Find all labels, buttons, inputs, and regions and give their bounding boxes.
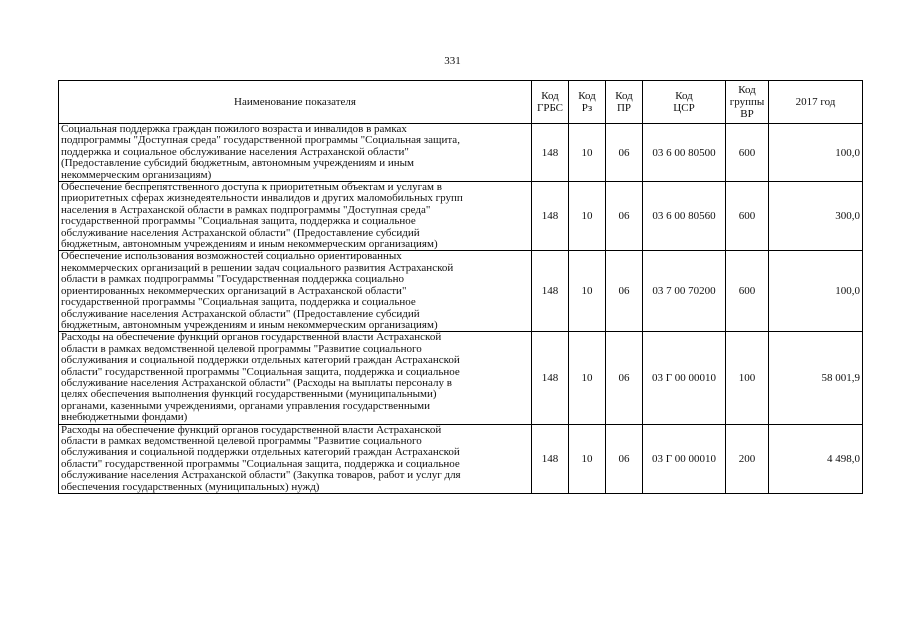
row-rz: 10 xyxy=(569,251,606,332)
header-csr xyxy=(643,81,726,124)
row-csr: 03 7 00 70200 xyxy=(643,251,726,332)
header-pr-line1: Код xyxy=(615,90,633,102)
row-grbs: 148 xyxy=(532,124,569,182)
header-rz-line2: Рз xyxy=(581,102,593,114)
row-name: Расходы на обеспечение функций органов государственной власти Астраханской области в рамках ведомственной целевой программы "Развитие социального обслуживания и социальной поддержки отдельных категорий граждан Астраханской области" государственной программы "Социальная защита, поддержка и социальное обслуживание населения Астраханской области" (Расходы на выплаты персоналу в целях обеспечения выполнения функций государственными (муниципальными) органами, казенными учреждениями, органами управления государственными внебюджетными фондами) xyxy=(59,332,532,424)
row-csr: 03 Г 00 00010 xyxy=(643,424,726,493)
row-csr: 03 6 00 80560 xyxy=(643,182,726,251)
row-pr: 06 xyxy=(606,124,643,182)
header-year: 2017 год xyxy=(769,81,863,124)
budget-table xyxy=(58,80,863,494)
row-vr: 600 xyxy=(726,251,769,332)
row-amount: 58 001,9 xyxy=(769,332,863,424)
header-grbs-line1: Код xyxy=(541,90,559,102)
row-rz: 10 xyxy=(569,424,606,493)
row-csr: 03 6 00 80500 xyxy=(643,124,726,182)
header-row xyxy=(59,81,863,124)
row-amount: 4 498,0 xyxy=(769,424,863,493)
row-name: Обеспечение беспрепятственного доступа к приоритетным объектам и услугам в приоритетных сферах жизнедеятельности инвалидов и других маломобильных групп населения в Астраханской области в рамках подпрограммы "Доступная среда" государственной программы "Социальная защита, поддержка и социальное обслуживание населения Астраханской области" (Предоставление субсидий бюджетным, автономным учреждениям и иным некоммерческим организациям) xyxy=(59,182,532,251)
header-csr-line1: Код xyxy=(675,90,693,102)
header-vr xyxy=(726,81,769,124)
row-amount: 100,0 xyxy=(769,124,863,182)
header-pr xyxy=(606,81,643,124)
row-amount: 100,0 xyxy=(769,251,863,332)
table-row xyxy=(59,251,863,332)
row-rz: 10 xyxy=(569,182,606,251)
row-name: Социальная поддержка граждан пожилого возраста и инвалидов в рамках подпрограммы "Доступная среда" государственной программы "Социальная защита, поддержка и социальное обслуживание населения Астраханской области" (Предоставление субсидий бюджетным, автономным учреждениям и иным некоммерческим организациям) xyxy=(59,124,532,182)
row-rz: 10 xyxy=(569,332,606,424)
row-name: Обеспечение использования возможностей социально ориентированных некоммерческих организаций в решении задач социального развития Астраханской области в рамках подпрограммы "Государственная поддержка социально ориентированных некоммерческих организаций в Астраханской области" государственной программы "Социальная защита, поддержка и социальное обслуживание населения Астраханской области" (Предоставление субсидий бюджетным, автономным учреждениям и иным некоммерческим организациям) xyxy=(59,251,532,332)
header-vr-line2: группы xyxy=(729,96,765,108)
header-vr-line3: ВР xyxy=(740,108,754,120)
header-vr-line1: Код xyxy=(738,84,756,96)
header-rz xyxy=(569,81,606,124)
header-rz-line1: Код xyxy=(578,90,596,102)
row-rz: 10 xyxy=(569,124,606,182)
row-pr: 06 xyxy=(606,251,643,332)
row-vr: 100 xyxy=(726,332,769,424)
table-row xyxy=(59,424,863,493)
row-grbs: 148 xyxy=(532,332,569,424)
row-pr: 06 xyxy=(606,332,643,424)
row-amount: 300,0 xyxy=(769,182,863,251)
row-vr: 600 xyxy=(726,182,769,251)
row-csr: 03 Г 00 00010 xyxy=(643,332,726,424)
row-grbs: 148 xyxy=(532,182,569,251)
page-number: 331 xyxy=(444,55,461,67)
row-vr: 200 xyxy=(726,424,769,493)
row-grbs: 148 xyxy=(532,251,569,332)
header-grbs xyxy=(532,81,569,124)
header-grbs-line2: ГРБС xyxy=(536,102,564,114)
table-row xyxy=(59,182,863,251)
header-pr-line2: ПР xyxy=(616,102,632,114)
row-grbs: 148 xyxy=(532,424,569,493)
row-pr: 06 xyxy=(606,424,643,493)
row-pr: 06 xyxy=(606,182,643,251)
row-name: Расходы на обеспечение функций органов государственной власти Астраханской области в рамках ведомственной целевой программы "Развитие социального обслуживания и социальной поддержки отдельных категорий граждан Астраханской области" государственной программы "Социальная защита, поддержка и социальное обслуживание населения Астраханской области" (Закупка товаров, работ и услуг для обеспечения государственных (муниципальных) нужд) xyxy=(59,424,532,493)
table-row xyxy=(59,332,863,424)
header-csr-line2: ЦСР xyxy=(673,102,695,114)
header-name: Наименование показателя xyxy=(59,81,532,124)
table-row xyxy=(59,124,863,182)
row-vr: 600 xyxy=(726,124,769,182)
